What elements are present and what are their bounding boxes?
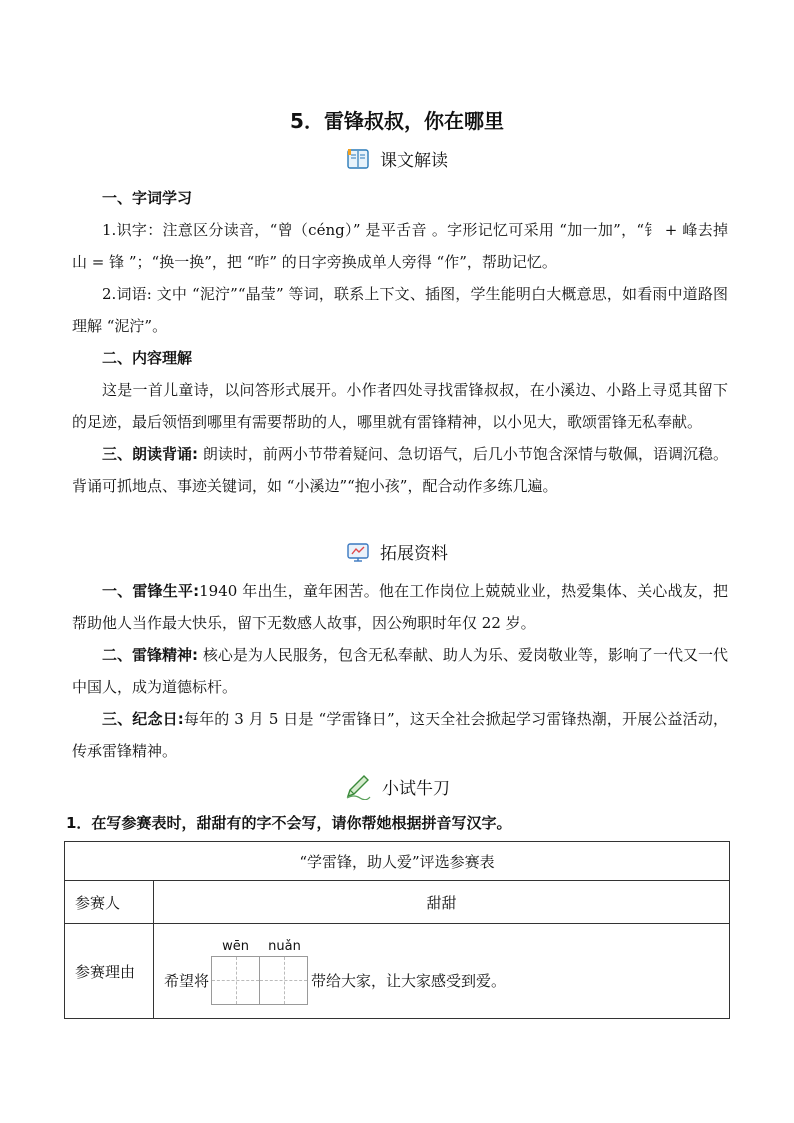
section-title-extension: 拓展资料 [380, 544, 448, 564]
label-recitation: 三、朗读背诵: [102, 445, 199, 463]
registration-table [64, 841, 730, 1019]
reason-text-before: 希望将 [164, 971, 210, 990]
section-title-reading: 课文解读 [380, 151, 448, 171]
value-participant: 甜甜 [154, 881, 730, 924]
label-memorial: 三、纪念日: [102, 710, 184, 728]
question-1: 1．在写参赛表时，甜甜有的字不会写，请你帮她根据拼音写汉字。 [66, 814, 512, 832]
para-vocabulary: 2.词语: 文中 “泥泞”“晶莹” 等词，联系上下文、插图，学生能明白大概意思，如看雨中道路图理解 “泥泞”。 [72, 285, 728, 335]
pinyin-writing-group [211, 938, 309, 1005]
para-literacy: 1.识字：注意区分读音，“曾（céng）” 是平舌音 。字形记忆可采用 “加一加”，“钅 + 峰去掉山 = 锋 ”；“换一换”，把 “昨” 的日字旁换成单人旁得 “作”，帮助记忆。 [72, 221, 728, 271]
pinyin-wen: wēn [222, 938, 249, 954]
para-content: 这是一首儿童诗，以问答形式展开。小作者四处寻找雷锋叔叔，在小溪边、小路上寻觅其留下的足迹，最后领悟到哪里有需要帮助的人，哪里就有雷锋精神，以小见大，歌颂雷锋无私奉献。 [72, 381, 728, 431]
heading-content: 二、内容理解 [102, 349, 193, 367]
section-header-extension [0, 539, 794, 564]
para-lei-feng-life [72, 575, 728, 639]
extension-content [72, 575, 728, 767]
table-caption: “学雷锋，助人爱”评选参赛表 [65, 842, 730, 881]
text-memorial: 每年的 3 月 5 日是 “学雷锋日”，这天全社会掀起学习雷锋热潮，开展公益活动，传承雷锋精神。 [72, 710, 728, 760]
section-header-practice [0, 772, 794, 800]
para-lei-feng-spirit [72, 639, 728, 703]
page-title: 5．雷锋叔叔，你在哪里 [290, 109, 504, 133]
pen-icon [344, 772, 372, 800]
label-participant: 参赛人 [65, 881, 154, 924]
book-icon [346, 147, 370, 171]
text-spirit: 核心是为人民服务，包含无私奉献、助人为乐、爱岗敬业等，影响了一代又一代中国人，成为道德标杆。 [72, 646, 728, 696]
para-memorial-day [72, 703, 728, 767]
para-recitation [72, 438, 728, 502]
reading-content [72, 182, 728, 502]
writing-box-2[interactable] [260, 956, 308, 1005]
reason-text-after: 带给大家，让大家感受到爱。 [311, 971, 507, 990]
label-reason: 参赛理由 [65, 924, 154, 1019]
pinyin-nuan: nuǎn [268, 938, 301, 954]
heading-word-study: 一、字词学习 [102, 189, 193, 207]
text-life: 1940 年出生，童年困苦。他在工作岗位上兢兢业业，热爱集体、关心战友，把帮助他人当作最大快乐，留下无数感人故事，因公殉职时年仅 22 岁。 [72, 582, 729, 632]
text-recitation: 朗读时，前两小节带着疑问、急切语气，后几小节饱含深情与敬佩，语调沉稳。背诵可抓地点、事迹关键词，如 “小溪边”“抱小孩”，配合动作多练几遍。 [72, 445, 728, 495]
reason-cell [154, 924, 730, 1019]
section-header-reading [0, 146, 794, 171]
section-title-practice: 小试牛刀 [382, 778, 450, 799]
label-spirit: 二、雷锋精神: [102, 646, 199, 664]
writing-box-1[interactable] [211, 956, 260, 1005]
label-life: 一、雷锋生平: [102, 582, 200, 600]
screen-icon [346, 540, 370, 564]
